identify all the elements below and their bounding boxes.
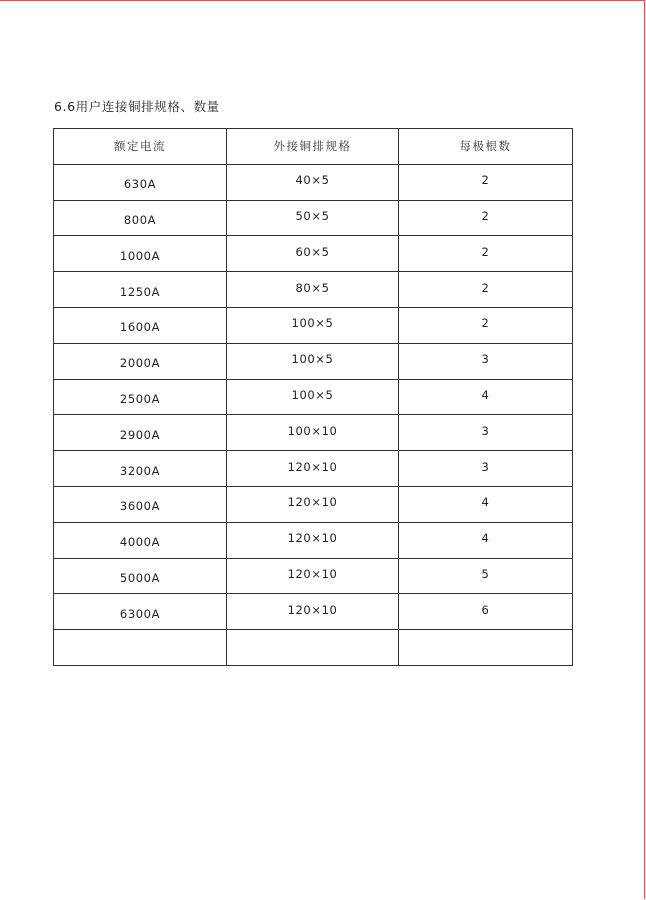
rated-current-text: 2000A bbox=[119, 356, 161, 371]
busbar-spec-cell bbox=[227, 379, 399, 415]
bars-per-pole-cell bbox=[399, 343, 573, 379]
busbar-spec-text: 40×5 bbox=[295, 173, 330, 188]
table-row bbox=[54, 272, 573, 308]
bars-per-pole-cell bbox=[399, 522, 573, 558]
rated-current-cell bbox=[54, 307, 227, 343]
rated-current-text: 2900A bbox=[119, 427, 161, 442]
rated-current-text: 1250A bbox=[119, 284, 161, 299]
empty-cell bbox=[399, 630, 573, 666]
rated-current-cell bbox=[54, 558, 227, 594]
busbar-spec-table bbox=[53, 128, 573, 666]
empty-cell bbox=[54, 630, 227, 666]
rated-current-text: 800A bbox=[123, 212, 157, 227]
table-row bbox=[54, 415, 573, 451]
rated-current-cell bbox=[54, 200, 227, 236]
bars-per-pole-cell bbox=[399, 236, 573, 272]
busbar-spec-text: 120×10 bbox=[287, 602, 338, 617]
rated-current-text: 3200A bbox=[119, 463, 161, 478]
table-row bbox=[54, 379, 573, 415]
table-row bbox=[54, 236, 573, 272]
busbar-spec-cell bbox=[227, 415, 399, 451]
bars-per-pole-text: 2 bbox=[481, 316, 490, 331]
table-row bbox=[54, 558, 573, 594]
rated-current-cell bbox=[54, 272, 227, 308]
bars-per-pole-text: 2 bbox=[481, 244, 490, 259]
bars-per-pole-text: 5 bbox=[481, 566, 490, 581]
busbar-spec-cell bbox=[227, 307, 399, 343]
busbar-spec-cell bbox=[227, 594, 399, 630]
busbar-spec-text: 100×10 bbox=[287, 423, 338, 438]
table-row bbox=[54, 522, 573, 558]
bars-per-pole-cell bbox=[399, 272, 573, 308]
rated-current-cell bbox=[54, 594, 227, 630]
busbar-spec-text: 120×10 bbox=[287, 566, 338, 581]
bars-per-pole-text: 6 bbox=[481, 602, 490, 617]
rated-current-cell bbox=[54, 164, 227, 200]
table-row bbox=[54, 343, 573, 379]
busbar-spec-cell bbox=[227, 558, 399, 594]
bars-per-pole-text: 2 bbox=[481, 173, 490, 188]
bars-per-pole-text: 2 bbox=[481, 208, 490, 223]
busbar-spec-cell bbox=[227, 343, 399, 379]
rated-current-text: 6300A bbox=[119, 606, 161, 621]
bars-per-pole-cell bbox=[399, 379, 573, 415]
bars-per-pole-cell bbox=[399, 594, 573, 630]
bars-per-pole-cell bbox=[399, 415, 573, 451]
table-row bbox=[54, 451, 573, 487]
table-row bbox=[54, 200, 573, 236]
rated-current-text: 630A bbox=[123, 177, 157, 192]
header-busbar-spec: 外接铜排规格 bbox=[227, 129, 399, 165]
bars-per-pole-text: 4 bbox=[481, 387, 490, 402]
busbar-spec-cell bbox=[227, 164, 399, 200]
busbar-spec-text: 100×5 bbox=[291, 316, 334, 331]
rated-current-cell bbox=[54, 379, 227, 415]
busbar-spec-cell bbox=[227, 272, 399, 308]
rated-current-text: 1000A bbox=[119, 248, 161, 263]
header-rated-current: 额定电流 bbox=[54, 129, 227, 165]
busbar-spec-cell bbox=[227, 522, 399, 558]
bars-per-pole-text: 3 bbox=[481, 459, 490, 474]
table-header-row bbox=[54, 129, 573, 165]
bars-per-pole-cell bbox=[399, 307, 573, 343]
rated-current-cell bbox=[54, 486, 227, 522]
busbar-spec-text: 120×10 bbox=[287, 459, 338, 474]
table-row-empty bbox=[54, 630, 573, 666]
busbar-spec-text: 120×10 bbox=[287, 495, 338, 510]
empty-cell bbox=[227, 630, 399, 666]
busbar-spec-text: 60×5 bbox=[295, 244, 330, 259]
bars-per-pole-cell bbox=[399, 558, 573, 594]
bars-per-pole-text: 4 bbox=[481, 495, 490, 510]
bars-per-pole-text: 3 bbox=[481, 423, 490, 438]
table-row bbox=[54, 486, 573, 522]
rated-current-cell bbox=[54, 236, 227, 272]
header-bars-per-pole: 每极根数 bbox=[399, 129, 573, 165]
bars-per-pole-text: 3 bbox=[481, 352, 490, 367]
busbar-spec-cell bbox=[227, 236, 399, 272]
busbar-spec-cell bbox=[227, 200, 399, 236]
rated-current-cell bbox=[54, 343, 227, 379]
rated-current-text: 2500A bbox=[119, 391, 161, 406]
bars-per-pole-cell bbox=[399, 200, 573, 236]
table-row bbox=[54, 594, 573, 630]
busbar-spec-text: 100×5 bbox=[291, 387, 334, 402]
rated-current-cell bbox=[54, 415, 227, 451]
busbar-spec-text: 80×5 bbox=[295, 280, 330, 295]
bars-per-pole-cell bbox=[399, 486, 573, 522]
bars-per-pole-text: 2 bbox=[481, 280, 490, 295]
busbar-spec-text: 120×10 bbox=[287, 531, 338, 546]
bars-per-pole-cell bbox=[399, 164, 573, 200]
rated-current-cell bbox=[54, 522, 227, 558]
busbar-spec-text: 100×5 bbox=[291, 352, 334, 367]
section-title: 6.6用户连接铜排规格、数量 bbox=[54, 99, 220, 114]
table-row bbox=[54, 307, 573, 343]
rated-current-text: 1600A bbox=[119, 320, 161, 335]
rated-current-text: 5000A bbox=[119, 570, 161, 585]
bars-per-pole-cell bbox=[399, 451, 573, 487]
busbar-spec-text: 50×5 bbox=[295, 208, 330, 223]
table-row bbox=[54, 164, 573, 200]
rated-current-text: 3600A bbox=[119, 499, 161, 514]
busbar-spec-cell bbox=[227, 451, 399, 487]
rated-current-text: 4000A bbox=[119, 535, 161, 550]
rated-current-cell bbox=[54, 451, 227, 487]
bars-per-pole-text: 4 bbox=[481, 531, 490, 546]
busbar-spec-cell bbox=[227, 486, 399, 522]
